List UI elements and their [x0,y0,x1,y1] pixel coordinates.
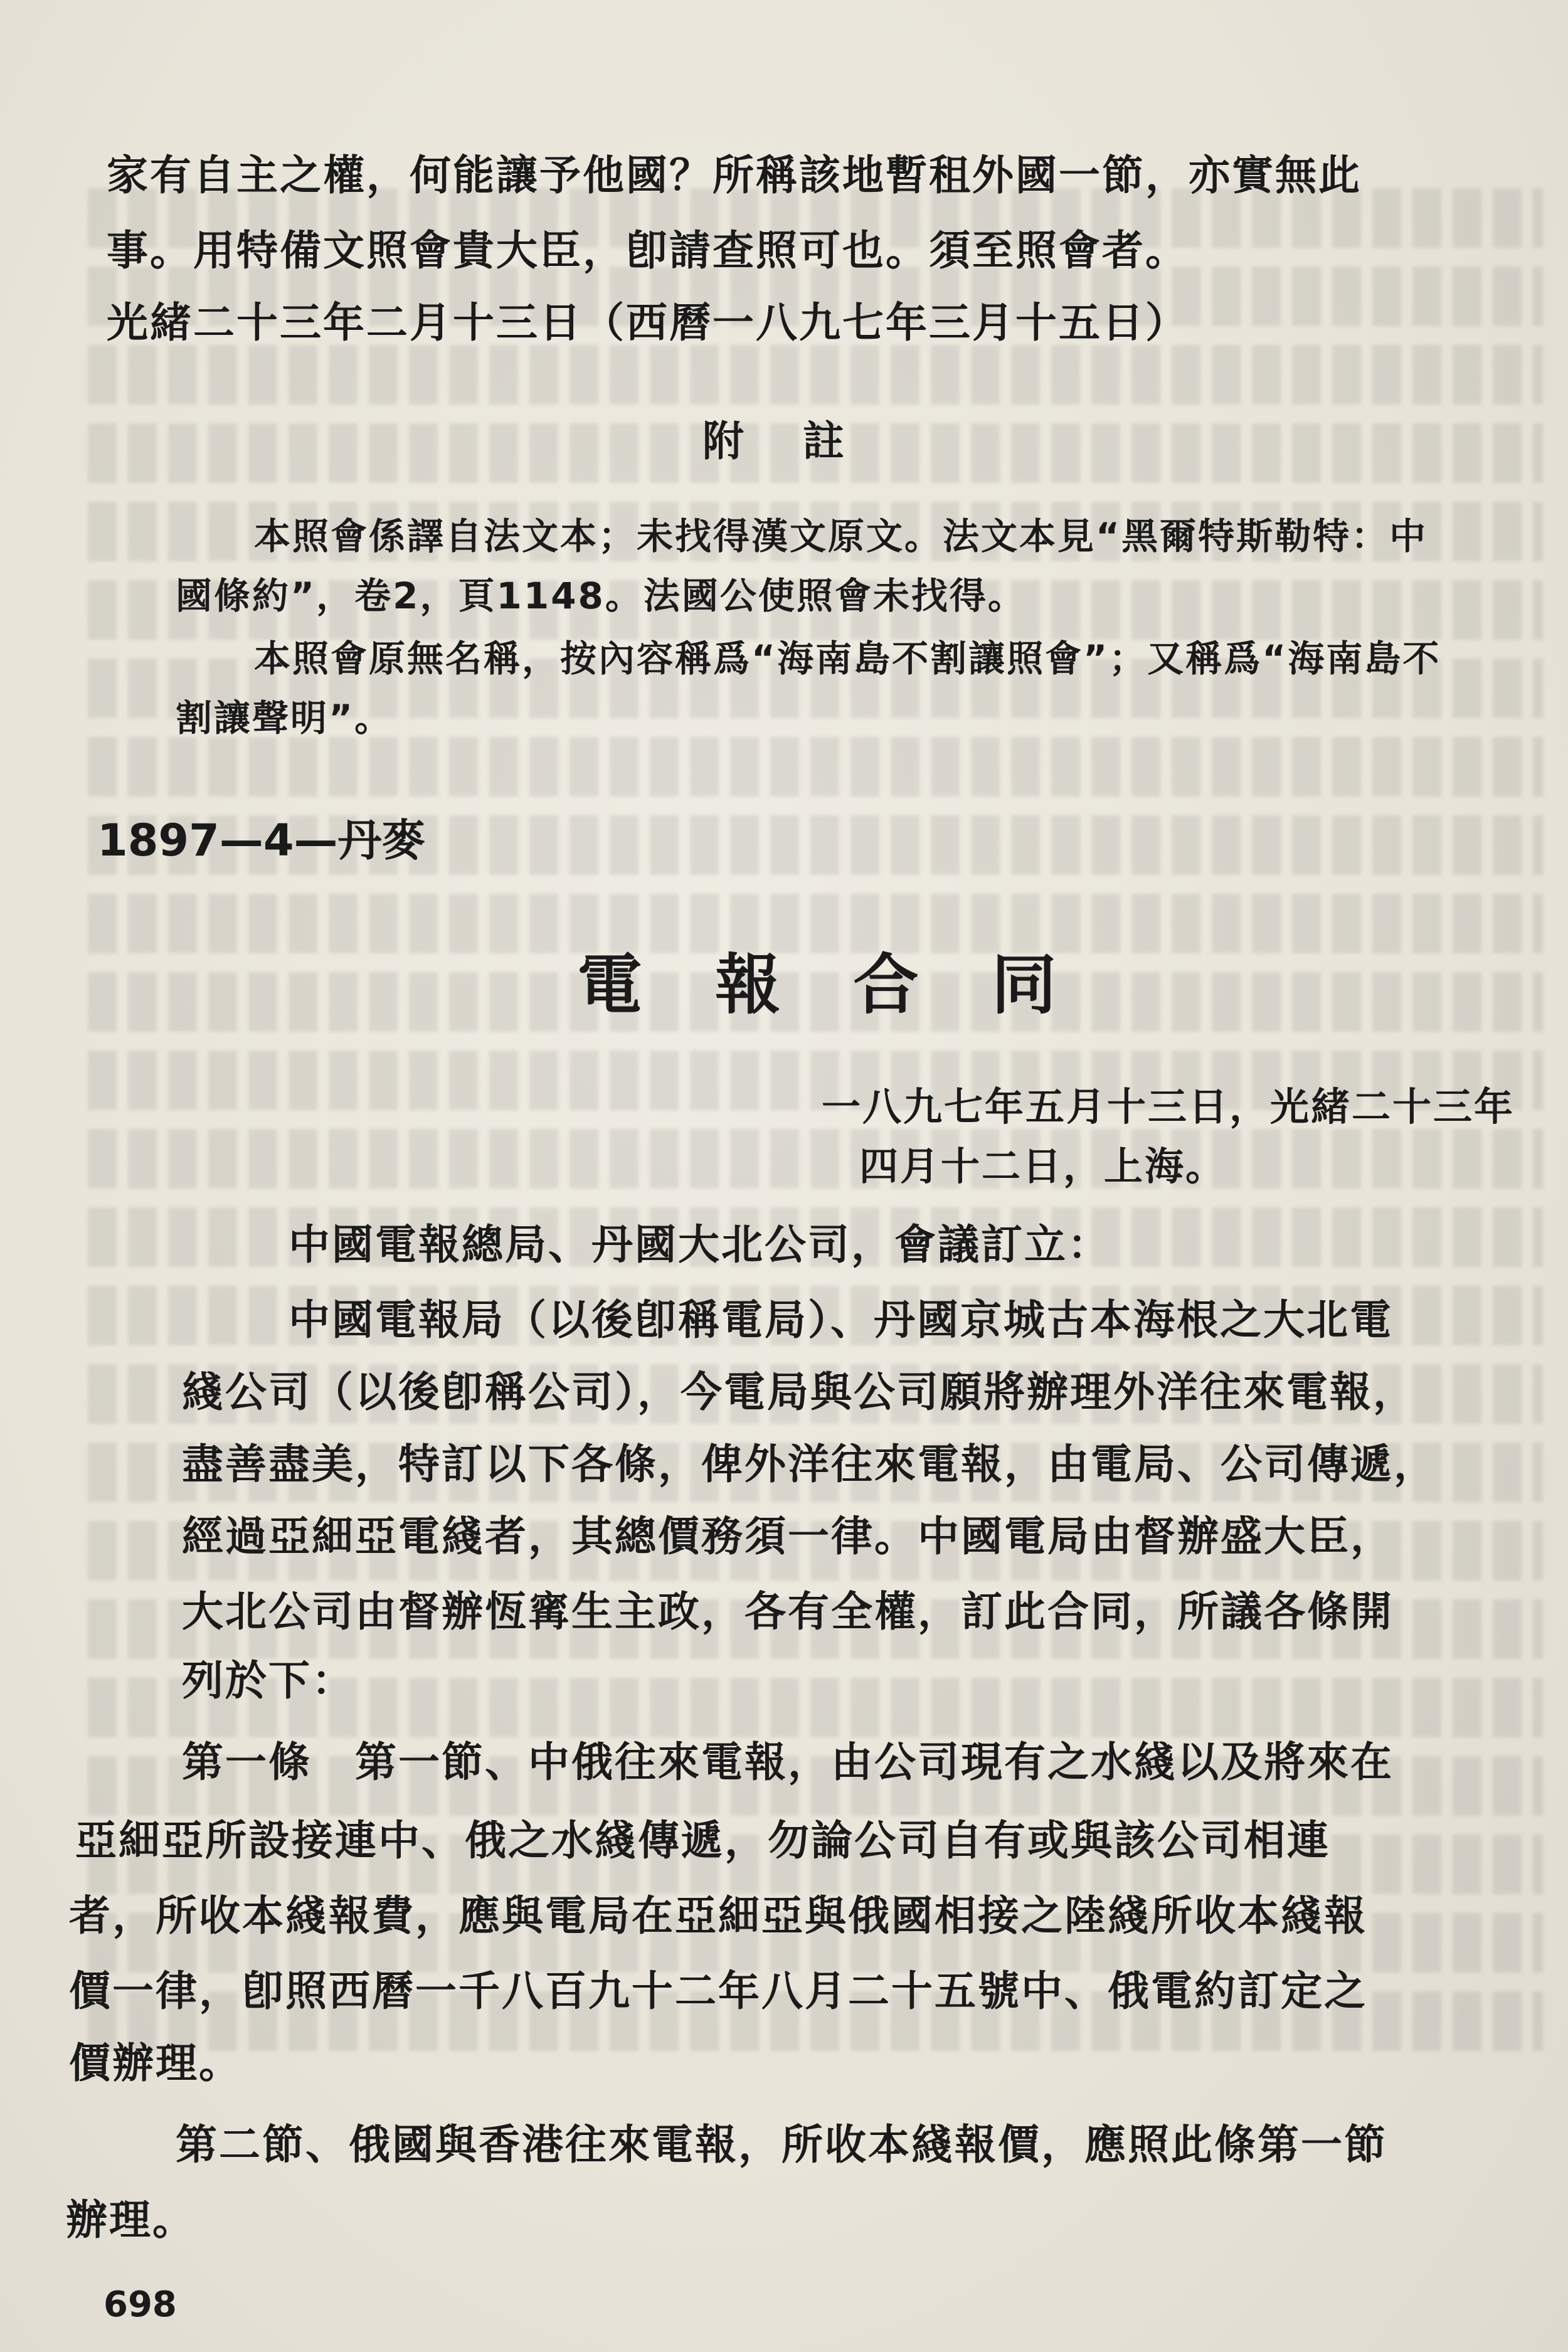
section-reference: 1897—4—丹麥 [97,815,426,866]
body-line: 價辦理。 [69,2039,242,2087]
body-line: 綫公司（以後卽稱公司），今電局與公司願將辦理外洋往來電報， [182,1368,1416,1416]
note-line: 本照會係譯自法文本；未找得漢文原文。法文本見“黑爾特斯勒特：中 [254,515,1428,558]
body-line: 者，所收本綫報費，應與電局在亞細亞與俄國相接之陸綫所收本綫報 [69,1892,1367,1940]
text-line: 光緒二十三年二月十三日（西曆一八九七年三月十五日） [107,299,1189,347]
page-number: 698 [103,2284,177,2325]
body-line: 辦理。 [66,2196,196,2244]
body-line: 盡善盡美，特訂以下各條，俾外洋往來電報，由電局、公司傳遞， [182,1440,1437,1488]
document-title: 電 報 合 同 [577,946,1082,1023]
date-line: 一八九七年五月十三日，光緒二十三年 [822,1084,1515,1130]
body-line: 大北公司由督辦恆寗生主政，各有全權，訂此合同，所議各條開 [182,1587,1394,1636]
note-line: 割讓聲明”。 [176,697,393,739]
body-line: 亞細亞所設接連中、俄之水綫傳遞，勿論公司自有或與該公司相連 [75,1816,1330,1865]
body-line: 中國電報局（以後卽稱電局）、丹國京城古本海根之大北電 [289,1296,1393,1344]
body-line: 第一條 第一節、中俄往來電報，由公司現有之水綫以及將來在 [182,1738,1394,1786]
note-heading: 附 註 [702,417,853,465]
body-line: 價一律，卽照西曆一千八百九十二年八月二十五號中、俄電約訂定之 [69,1967,1367,2015]
text-line: 家有自主之權，何能讓予他國？所稱該地暫租外國一節，亦實無此 [107,151,1362,199]
body-line: 經過亞細亞電綫者，其總價務須一律。中國電局由督辦盛大臣， [182,1512,1394,1560]
body-line: 第二節、俄國與香港往來電報，所收本綫報價，應照此條第一節 [176,2121,1387,2169]
body-line: 中國電報總局、丹國大北公司，會議訂立： [289,1221,1111,1269]
date-line: 四月十二日，上海。 [859,1143,1227,1189]
body-line: 列於下： [182,1656,355,1705]
note-line: 本照會原無名稱，按內容稱爲“海南島不割讓照會”；又稱爲“海南島不 [254,637,1441,680]
note-line: 國條約”，卷2，頁1148。法國公使照會未找得。 [176,575,1026,617]
text-line: 事。用特備文照會貴大臣，卽請查照可也。須至照會者。 [107,226,1189,275]
